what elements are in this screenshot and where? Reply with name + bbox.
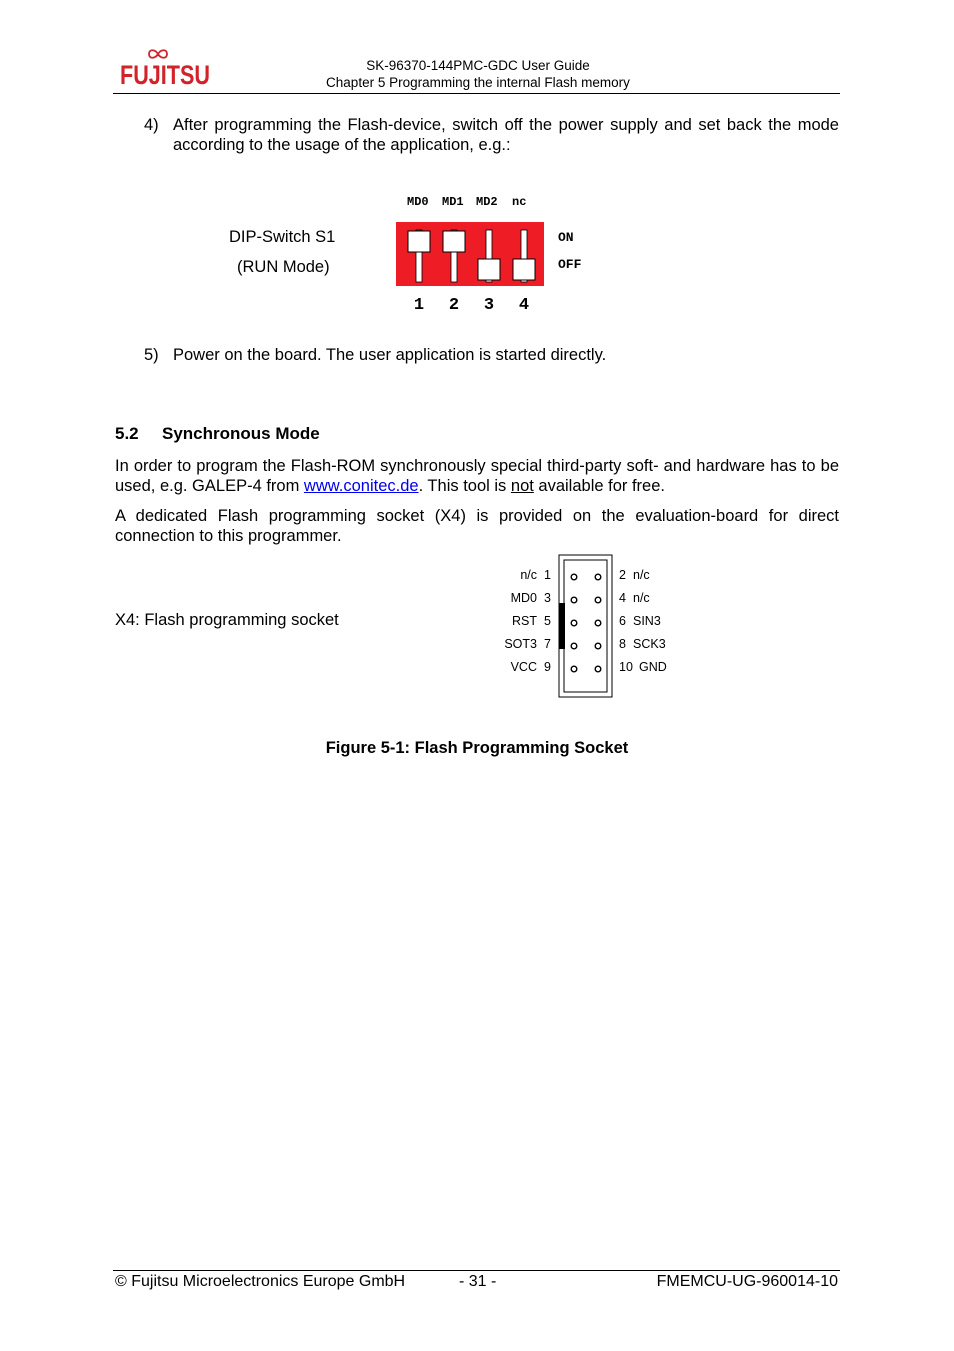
- socket-right-pin-number: 10: [619, 660, 633, 674]
- socket-pin: [571, 597, 577, 603]
- section-paragraph: In order to program the Flash-ROM synchronously special third-party soft- and hardware has to be used, e.g. GALEP-4 from www.conitec.de. This tool is not available for free.: [115, 457, 839, 495]
- dip-col-label: MD2: [476, 195, 498, 209]
- footer-copyright: © Fujitsu Microelectronics Europe GmbH: [115, 1273, 406, 1290]
- socket-left-pin-number: 1: [544, 568, 551, 582]
- figure-caption: Figure 5-1: Flash Programming Socket: [325, 739, 629, 757]
- socket-pin: [571, 643, 577, 649]
- socket-right-pin-name: GND: [639, 660, 667, 674]
- socket-pin: [571, 666, 577, 672]
- dip-switch-label: DIP-Switch S1: [229, 228, 336, 246]
- header-title: SK-96370-144PMC-GDC User Guide: [366, 58, 590, 73]
- socket-left-pin-name: SOT3: [504, 637, 537, 651]
- step-text: After programming the Flash-device, switch off the power supply and set back the mode according to the usage of the application, e.g.:: [173, 116, 839, 154]
- socket-right-pin-number: 2: [619, 568, 626, 582]
- socket-inner-frame: [564, 560, 607, 692]
- socket-outer-frame: [559, 555, 612, 697]
- dip-col-label: MD1: [442, 195, 464, 209]
- dip-number: 4: [518, 296, 530, 315]
- socket-pin: [595, 666, 601, 672]
- socket-right-pin-number: 8: [619, 637, 626, 651]
- socket-right-pin-number: 4: [619, 591, 626, 605]
- footer-page-number: - 31 -: [459, 1273, 497, 1290]
- fujitsu-logo: [118, 46, 213, 92]
- socket-left-pin-number: 3: [544, 591, 551, 605]
- socket-left-pin-name: n/c: [520, 568, 537, 582]
- dip-number: 2: [448, 296, 460, 315]
- dip-switch-lever: [443, 231, 465, 252]
- socket-left-pin-name: MD0: [510, 591, 537, 605]
- section-title: Synchronous Mode: [162, 424, 320, 443]
- socket-pin: [595, 597, 601, 603]
- socket-left-pin-number: 9: [544, 660, 551, 674]
- socket-pin: [571, 574, 577, 580]
- socket-pin: [595, 620, 601, 626]
- socket-pin: [595, 643, 601, 649]
- socket-right-pin-name: n/c: [633, 591, 650, 605]
- footer-doc-id: FMEMCU-UG-960014-10: [656, 1273, 838, 1290]
- dip-switch-lever: [513, 259, 535, 280]
- dip-switch-lever: [408, 231, 430, 252]
- dip-switch-lever: [478, 259, 500, 280]
- footer-rule: [113, 1270, 840, 1271]
- socket-right-pin-name: n/c: [633, 568, 650, 582]
- socket-key-notch: [559, 603, 565, 649]
- socket-label: X4: Flash programming socket: [115, 611, 339, 629]
- dip-col-label: nc: [512, 195, 527, 209]
- step-number: 4): [144, 116, 159, 134]
- dip-off-label: OFF: [558, 257, 582, 272]
- dip-switch-diagram: [380, 188, 620, 318]
- socket-pin: [571, 620, 577, 626]
- socket-left-pin-name: VCC: [510, 660, 537, 674]
- section-paragraph: A dedicated Flash programming socket (X4) is provided on the evaluation-board for direct connection to this programmer.: [115, 507, 839, 545]
- socket-right-pin-name: SIN3: [633, 614, 661, 628]
- socket-diagram: [490, 555, 690, 700]
- socket-right-pin-name: SCK3: [633, 637, 666, 651]
- header-chapter: Chapter 5 Programming the internal Flash memory: [326, 75, 630, 90]
- step-number: 5): [144, 346, 159, 364]
- socket-pin: [595, 574, 601, 580]
- dip-number: 1: [413, 296, 425, 315]
- conitec-link[interactable]: www.conitec.de: [303, 477, 419, 495]
- dip-col-label: MD0: [407, 195, 429, 209]
- emphasis-not: not: [510, 477, 534, 495]
- section-number: 5.2: [115, 424, 139, 443]
- dip-switch-mode: (RUN Mode): [237, 258, 330, 276]
- socket-left-pin-number: 7: [544, 637, 551, 651]
- svg-text:FUJITSU: FUJITSU: [120, 60, 210, 90]
- step-text: Power on the board. The user application is started directly.: [173, 346, 607, 364]
- socket-left-pin-name: RST: [512, 614, 537, 628]
- header-rule: [113, 93, 840, 94]
- socket-left-pin-number: 5: [544, 614, 551, 628]
- dip-number: 3: [483, 296, 495, 315]
- socket-right-pin-number: 6: [619, 614, 626, 628]
- dip-on-label: ON: [558, 230, 574, 245]
